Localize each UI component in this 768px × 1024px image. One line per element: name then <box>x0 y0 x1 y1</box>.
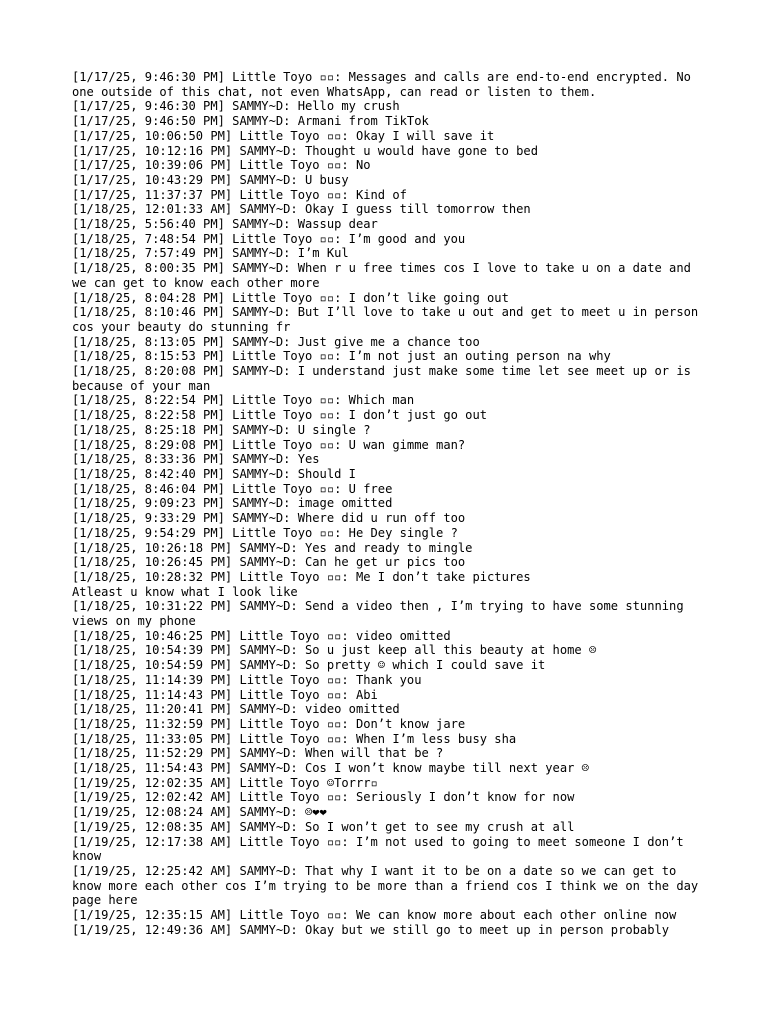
chat-message: [1/19/25, 12:08:24 AM] SAMMY~D: ☹❤❤ <box>72 805 327 820</box>
chat-message: [1/19/25, 12:02:42 AM] Little Toyo ▫▫: Seriously I don’t know for now <box>72 790 575 805</box>
chat-message: [1/18/25, 10:28:32 PM] Little Toyo ▫▫: Me I don’t take pictures Atleast u know what I look like <box>72 569 531 599</box>
chat-message: [1/17/25, 10:39:06 PM] Little Toyo ▫▫: No <box>72 158 371 173</box>
chat-message: [1/18/25, 9:09:23 PM] SAMMY~D: image omitted <box>72 496 393 511</box>
chat-message: [1/18/25, 11:52:29 PM] SAMMY~D: When will that be ? <box>72 746 444 761</box>
chat-message: [1/17/25, 9:46:50 PM] SAMMY~D: Armani from TikTok <box>72 114 429 129</box>
chat-message: [1/18/25, 12:01:33 AM] SAMMY~D: Okay I guess till tomorrow then <box>72 202 531 217</box>
chat-message: [1/19/25, 12:25:42 AM] SAMMY~D: That why I want it to be on a date so we can get to know more each other cos I’m trying to be more than a friend cos I think we on the day page here <box>72 863 706 908</box>
chat-message: [1/18/25, 7:48:54 PM] Little Toyo ▫▫: I’m good and you <box>72 231 466 246</box>
chat-message: [1/17/25, 10:06:50 PM] Little Toyo ▫▫: Okay I will save it <box>72 128 495 143</box>
chat-message: [1/18/25, 8:15:53 PM] Little Toyo ▫▫: I’m not just an outing person na why <box>72 349 611 364</box>
chat-message: [1/19/25, 12:02:35 AM] Little Toyo ☺Torrr▫ <box>72 775 378 790</box>
chat-message: [1/18/25, 8:25:18 PM] SAMMY~D: U single ? <box>72 422 371 437</box>
chat-message: [1/18/25, 8:33:36 PM] SAMMY~D: Yes <box>72 452 320 467</box>
chat-log <box>72 70 706 937</box>
chat-message: [1/17/25, 11:37:37 PM] Little Toyo ▫▫: Kind of <box>72 187 407 202</box>
chat-message: [1/17/25, 10:43:29 PM] SAMMY~D: U busy <box>72 172 349 187</box>
chat-message: [1/18/25, 10:46:25 PM] Little Toyo ▫▫: video omitted <box>72 628 451 643</box>
chat-message: [1/18/25, 10:31:22 PM] SAMMY~D: Send a video then , I’m trying to have some stunning views on my phone <box>72 599 691 629</box>
chat-message: [1/18/25, 8:22:58 PM] Little Toyo ▫▫: I don’t just go out <box>72 408 488 423</box>
chat-message: [1/17/25, 9:46:30 PM] SAMMY~D: Hello my crush <box>72 99 400 114</box>
chat-message: [1/18/25, 8:00:35 PM] SAMMY~D: When r u free times cos I love to take u on a date and we can get to know each other more <box>72 261 699 290</box>
chat-message: [1/19/25, 12:08:35 AM] SAMMY~D: So I won’t get to see my crush at all <box>72 819 575 834</box>
chat-message: [1/19/25, 12:17:38 AM] Little Toyo ▫▫: I’m not used to going to meet someone I don’t know <box>72 834 691 864</box>
chat-message: [1/18/25, 11:54:43 PM] SAMMY~D: Cos I won’t know maybe till next year ☹ <box>72 761 589 776</box>
chat-message: [1/19/25, 12:49:36 AM] SAMMY~D: Okay but we still go to meet up in person probably <box>72 922 670 937</box>
chat-message: [1/18/25, 8:22:54 PM] Little Toyo ▫▫: Which man <box>72 393 415 408</box>
chat-message: [1/18/25, 9:33:29 PM] SAMMY~D: Where did u run off too <box>72 511 466 526</box>
chat-message: [1/18/25, 11:33:05 PM] Little Toyo ▫▫: When I’m less busy sha <box>72 731 517 746</box>
chat-message: [1/18/25, 8:10:46 PM] SAMMY~D: But I’ll love to take u out and get to meet u in person cos your beauty do stunning fr <box>72 305 706 334</box>
chat-message: [1/18/25, 8:29:08 PM] Little Toyo ▫▫: U wan gimme man? <box>72 437 466 452</box>
chat-message: [1/18/25, 10:26:45 PM] SAMMY~D: Can he get ur pics too <box>72 555 466 570</box>
chat-message: [1/18/25, 9:54:29 PM] Little Toyo ▫▫: He Dey single ? <box>72 525 458 540</box>
chat-message: [1/18/25, 11:32:59 PM] Little Toyo ▫▫: Don’t know jare <box>72 716 466 731</box>
chat-message: [1/18/25, 11:14:43 PM] Little Toyo ▫▫: Abi <box>72 687 378 702</box>
chat-message: [1/18/25, 8:20:08 PM] SAMMY~D: I understand just make some time let see meet up or is because of your man <box>72 364 699 393</box>
chat-message: [1/18/25, 10:54:59 PM] SAMMY~D: So pretty ☺ which I could save it <box>72 658 546 673</box>
chat-message: [1/18/25, 10:54:39 PM] SAMMY~D: So u just keep all this beauty at home ☹ <box>72 643 597 658</box>
chat-message: [1/18/25, 10:26:18 PM] SAMMY~D: Yes and ready to mingle <box>72 540 473 555</box>
chat-message: [1/17/25, 9:46:30 PM] Little Toyo ▫▫: Messages and calls are end-to-end encrypted. No one outside of this chat, not even WhatsApp, can read or listen to them. <box>72 70 699 99</box>
chat-message: [1/18/25, 8:46:04 PM] Little Toyo ▫▫: U free <box>72 481 393 496</box>
chat-message: [1/18/25, 5:56:40 PM] SAMMY~D: Wassup dear <box>72 217 378 232</box>
chat-message: [1/18/25, 8:13:05 PM] SAMMY~D: Just give me a chance too <box>72 334 480 349</box>
chat-message: [1/18/25, 8:42:40 PM] SAMMY~D: Should I <box>72 466 356 481</box>
chat-message: [1/18/25, 7:57:49 PM] SAMMY~D: I’m Kul <box>72 246 349 261</box>
chat-message: [1/18/25, 8:04:28 PM] Little Toyo ▫▫: I don’t like going out <box>72 290 509 305</box>
chat-message: [1/17/25, 10:12:16 PM] SAMMY~D: Thought u would have gone to bed <box>72 143 538 158</box>
chat-message: [1/19/25, 12:35:15 AM] Little Toyo ▫▫: We can know more about each other online now <box>72 908 677 923</box>
chat-message: [1/18/25, 11:20:41 PM] SAMMY~D: video omitted <box>72 702 400 717</box>
chat-message: [1/18/25, 11:14:39 PM] Little Toyo ▫▫: Thank you <box>72 672 422 687</box>
